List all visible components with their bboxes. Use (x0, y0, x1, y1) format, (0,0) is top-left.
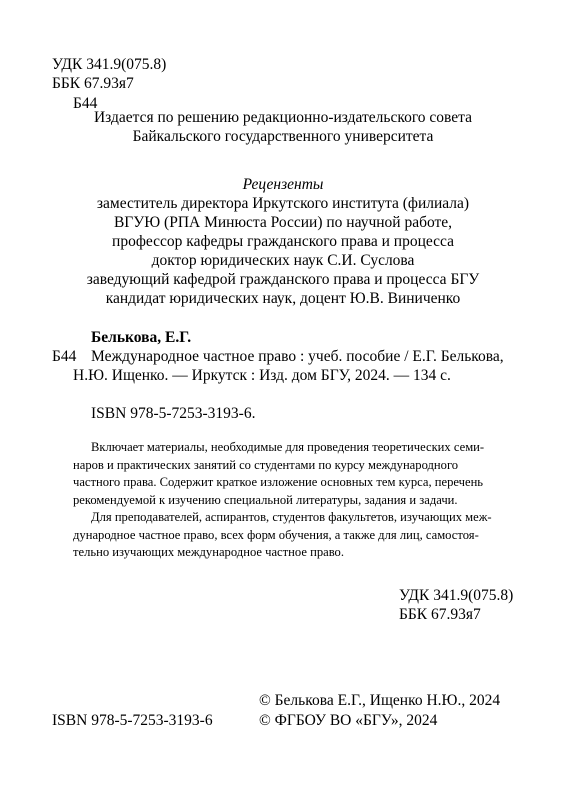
bib-isbn: ISBN 978-5-7253-3193-6. (91, 405, 256, 422)
annotation-line: тельно изучающих международное частное право. (73, 545, 345, 559)
footer-udk-code: УДК 341.9(075.8) (399, 587, 514, 604)
reviewer-line: профессор кафедры гражданского права и процесса (112, 233, 454, 250)
annotation-line: дународное частное право, всех форм обучения, а также для лиц, самостоя- (73, 527, 479, 542)
reviewer-line: ВГУЮ (РПА Минюста России) по научной работе, (113, 214, 453, 231)
reviewer-line: кандидат юридических наук, доцент Ю.В. Виниченко (105, 290, 461, 307)
author-mark: Б44 (73, 95, 98, 112)
bib-line-1: Международное частное право : учеб. пособие / Е.Г. Белькова, (91, 348, 504, 365)
annotation-line: Включает материалы, необходимые для проведения теоретических семи- (91, 440, 485, 454)
bib-line-2: Н.Ю. Ищенко. — Иркутск : Изд. дом БГУ, 2024. — 134 с. (73, 367, 451, 384)
copyright-authors: © Белькова Е.Г., Ищенко Н.Ю., 2024 (259, 692, 501, 709)
bib-author: Белькова, Е.Г. (91, 329, 192, 346)
bbk-code: ББК 67.93я7 (52, 75, 134, 92)
copyright-publisher: © ФГБОУ ВО «БГУ», 2024 (259, 712, 438, 729)
reviewer-line: заведующий кафедрой гражданского права и процесса БГУ (86, 271, 480, 288)
bottom-isbn: ISBN 978-5-7253-3193-6 (52, 712, 213, 729)
publisher-note-line-2: Байкальского государственного университета (132, 128, 434, 145)
annotation-line: частного права. Содержит краткое изложение основных тем курса, перечень (73, 475, 484, 489)
bib-mark: Б44 (52, 348, 77, 365)
annotation-paragraph-1 (73, 439, 484, 509)
annotation-paragraph-2 (73, 509, 492, 562)
udk-code: УДК 341.9(075.8) (52, 56, 167, 73)
reviewer-line: доктор юридических наук С.И. Суслова (151, 252, 415, 269)
publisher-note-line-1: Издается по решению редакционно-издательского совета (93, 109, 472, 126)
footer-bbk-code: ББК 67.93я7 (399, 606, 481, 623)
annotation-line: Для преподавателей, аспирантов, студентов факультетов, изучающих меж- (91, 510, 492, 524)
annotation-line: рекомендуемой к изучению специальной литературы, задания и задачи. (73, 492, 458, 507)
reviewers-title: Рецензенты (242, 176, 324, 193)
reviewer-line: заместитель директора Иркутского института (филиала) (96, 195, 470, 212)
annotation-line: наров и практических занятий со студентами по курсу международного (73, 457, 459, 472)
